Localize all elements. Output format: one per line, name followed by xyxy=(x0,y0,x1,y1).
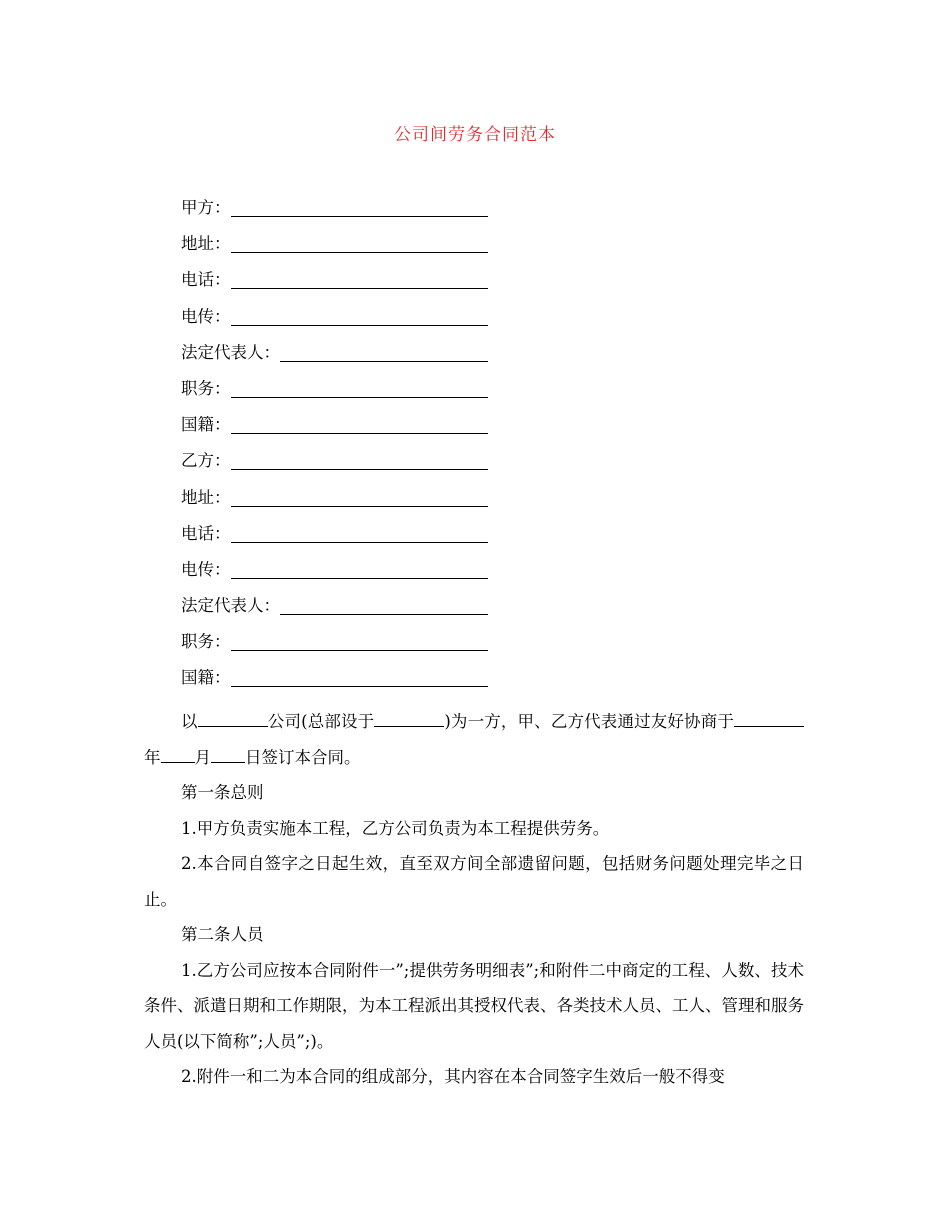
field-legal-rep-b xyxy=(181,594,501,630)
field-label: 国籍： xyxy=(181,415,231,435)
field-blank-line xyxy=(231,486,489,507)
field-phone-b xyxy=(181,522,501,558)
field-blank-line xyxy=(231,666,489,687)
field-label: 甲方： xyxy=(181,198,231,217)
field-blank-line xyxy=(231,305,489,326)
field-blank-line xyxy=(231,377,489,398)
field-label: 电传： xyxy=(181,306,231,326)
field-label: 电话： xyxy=(181,270,231,290)
article-1-clause-2: 2.本合同自签字之日起生效，直至双方间全部遗留问题，包括财务问题处理完毕之日止。 xyxy=(144,854,804,909)
field-label: 地址： xyxy=(181,487,231,507)
field-label: 电话： xyxy=(181,523,231,543)
field-label: 乙方： xyxy=(181,451,231,471)
article-2-clause-1: 1.乙方公司应按本合同附件一”;提供劳务明细表”;和附件二中商定的工程、人数、技术条件、派遣日期和工作期限，为本工程派出其授权代表、各类技术人员、工人、管理和服务人员(以下简称”;人员”;)。 xyxy=(144,960,804,1051)
contract-body xyxy=(144,704,804,1095)
field-telex-a xyxy=(181,305,501,341)
field-blank-line xyxy=(280,594,488,615)
field-blank-line xyxy=(231,196,489,217)
field-position-a xyxy=(181,377,501,413)
field-blank-line xyxy=(231,522,489,543)
field-position-b xyxy=(181,630,501,666)
field-label: 法定代表人： xyxy=(181,596,280,616)
article-2-clause-2: 2.附件一和二为本合同的组成部分，其内容在本合同签字生效后一般不得变 xyxy=(181,1067,725,1086)
intro-text: 公司(总部设于 xyxy=(267,712,375,731)
field-blank-line xyxy=(231,630,489,651)
field-label: 国籍： xyxy=(181,668,231,688)
field-blank-line xyxy=(231,449,489,470)
field-address-a xyxy=(181,232,501,268)
party-info-fields xyxy=(181,196,501,703)
field-telex-b xyxy=(181,558,501,594)
intro-text: 年 xyxy=(144,747,161,767)
blank-month xyxy=(161,744,195,763)
blank-day xyxy=(211,744,245,763)
field-label: 职务： xyxy=(181,378,231,398)
field-label: 职务： xyxy=(181,632,231,652)
article-2-heading: 第二条人员 xyxy=(181,925,264,944)
article-1-clause-1: 1.甲方负责实施本工程，乙方公司负责为本工程提供劳务。 xyxy=(181,818,610,838)
field-phone-a xyxy=(181,268,501,304)
field-label: 电传： xyxy=(181,559,231,579)
intro-text: 以 xyxy=(181,712,198,731)
field-legal-rep-a xyxy=(181,341,501,377)
field-label: 法定代表人： xyxy=(181,342,280,362)
intro-text: )为一方，甲、乙方代表通过友好协商于 xyxy=(444,712,735,731)
intro-paragraph xyxy=(144,704,804,775)
field-label: 地址： xyxy=(181,234,231,254)
field-blank-line xyxy=(231,232,489,253)
intro-text: 月 xyxy=(194,747,211,767)
field-blank-line xyxy=(280,341,488,362)
field-blank-line xyxy=(231,413,489,434)
field-address-b xyxy=(181,486,501,522)
blank-year xyxy=(734,708,804,727)
field-blank-line xyxy=(231,268,489,289)
field-nationality-a xyxy=(181,413,501,449)
field-blank-line xyxy=(231,558,489,579)
intro-text: 日签订本合同。 xyxy=(245,747,361,767)
field-nationality-b xyxy=(181,666,501,702)
field-party-b xyxy=(181,449,501,485)
field-party-a xyxy=(181,196,501,232)
article-1-heading: 第一条总则 xyxy=(181,783,264,802)
contract-title: 公司间劳务合同范本 xyxy=(394,125,556,145)
blank-company-name xyxy=(198,708,268,727)
blank-headquarters xyxy=(374,708,444,727)
